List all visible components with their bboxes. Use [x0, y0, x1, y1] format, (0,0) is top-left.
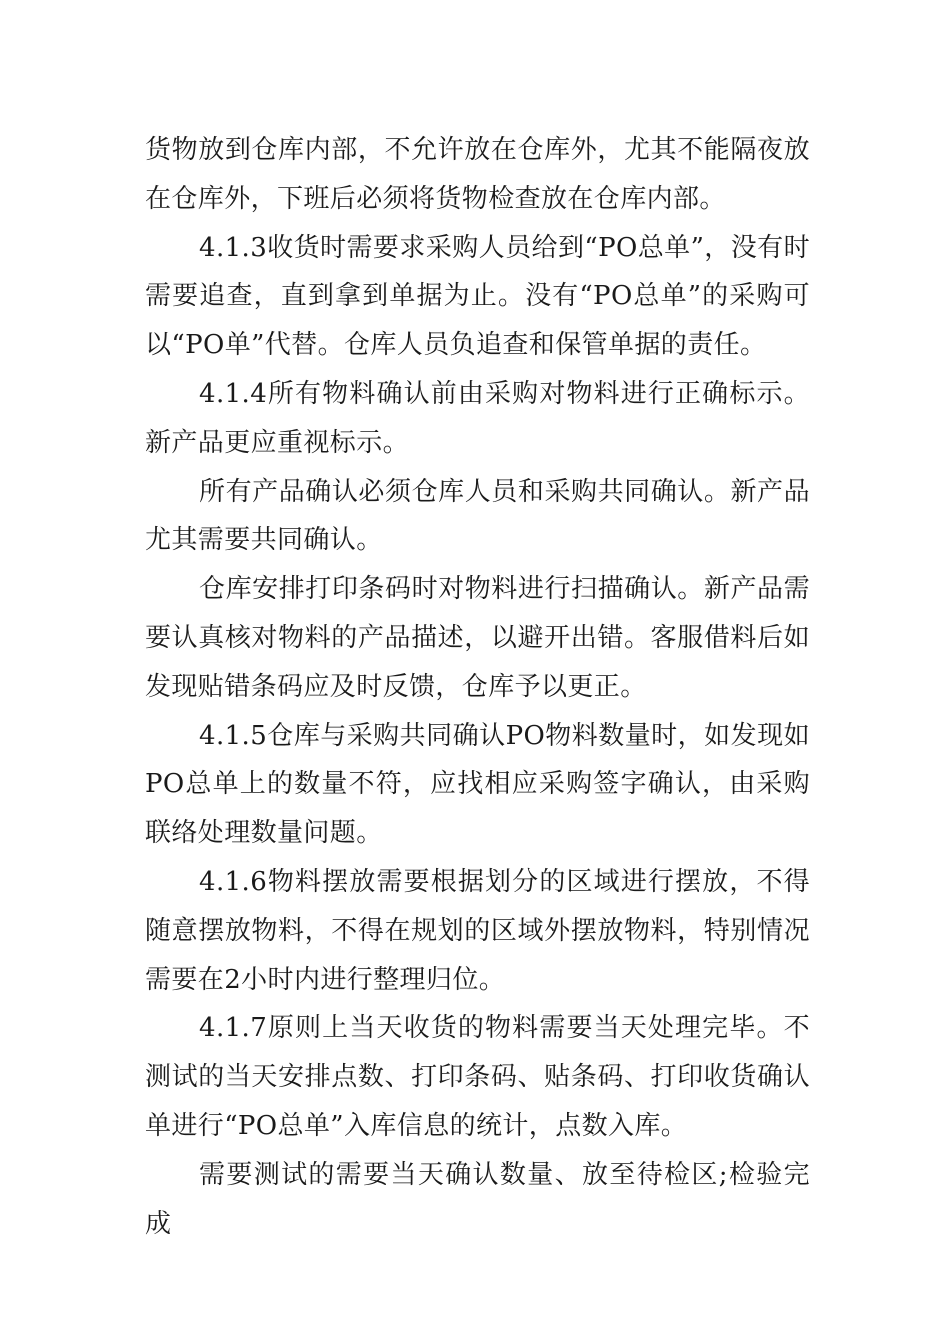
paragraph-barcode-scan: 仓库安排打印条码时对物料进行扫描确认。新产品需要认真核对物料的产品描述，以避开出错。客服借料后如发现贴错条码应及时反馈，仓库予以更正。: [145, 574, 810, 702]
paragraph-4-1-7: 4.1.7原则上当天收货的物料需要当天处理完毕。不测试的当天安排点数、打印条码、贴条码、打印收货确认单进行“PO总单”入库信息的统计，点数入库。: [145, 1013, 810, 1141]
paragraph-4-1-3: 4.1.3收货时需要求采购人员给到“PO总单”，没有时需要追查，直到拿到单据为止。没有“PO总单”的采购可以“PO单”代替。仓库人员负追查和保管单据的责任。: [145, 232, 810, 361]
paragraph-4-1-4: 4.1.4所有物料确认前由采购对物料进行正确标示。新产品更应重视标示。: [145, 378, 810, 458]
paragraph-product-confirm: 所有产品确认必须仓库人员和采购共同确认。新产品尤其需要共同确认。: [145, 476, 810, 556]
document-body: [145, 126, 810, 1248]
paragraph-continuation: 货物放到仓库内部，不允许放在仓库外，尤其不能隔夜放在仓库外，下班后必须将货物检查放在仓库内部。: [145, 135, 810, 214]
paragraph-testing: 需要测试的需要当天确认数量、放至待检区;检验完成: [145, 1159, 810, 1239]
paragraph-4-1-6: 4.1.6物料摆放需要根据划分的区域进行摆放，不得随意摆放物料，不得在规划的区域外摆放物料，特别情况需要在2小时内进行整理归位。: [145, 866, 810, 995]
paragraph-4-1-5: 4.1.5仓库与采购共同确认PO物料数量时，如发现如PO总单上的数量不符，应找相应采购签字确认，由采购联络处理数量问题。: [145, 720, 810, 849]
